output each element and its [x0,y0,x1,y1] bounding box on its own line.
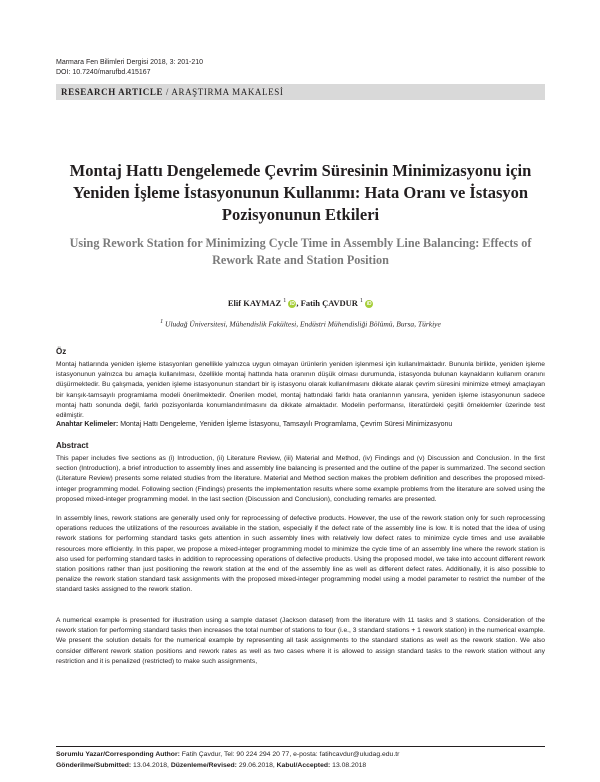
author-1: Elif KAYMAZ [227,298,282,308]
title-english: Using Rework Station for Minimizing Cycle Time in Assembly Line Balancing: Effects of Rework Rate and Station Position [69,236,532,267]
article-type-tr: ARAŞTIRMA MAKALESİ [171,87,284,97]
article-type [61,87,283,97]
oz-heading: Öz [56,347,67,356]
submission-dates [56,761,545,771]
affiliation [56,319,545,329]
abstract-heading: Abstract [56,441,89,450]
author-separator: , [296,298,301,308]
submitted-date: 13.04.2018, [131,762,171,769]
revised-label: Düzenleme/Revised: [170,762,237,769]
accepted-date: 13.08.2018 [330,762,367,769]
article-type-separator: / [163,87,172,97]
corresponding-author-label: Sorumlu Yazar/Corresponding Author: [56,751,180,758]
corresponding-author [56,750,545,760]
author-2: Fatih ÇAVDUR [300,298,358,308]
author-1-affil-sup: 1 [283,298,287,305]
accepted-label: Kabul/Accepted: [276,762,331,769]
author-2-affil-sup: 1 [360,298,364,305]
keywords [56,420,545,430]
journal-citation [56,58,203,78]
doi-line: DOI: 10.7240/marufbd.415167 [56,69,151,76]
submitted-label: Gönderilme/Submitted: [56,762,132,769]
abstract-paragraph-1: This paper includes five sections as (i) Introduction, (ii) Literature Review, (iii) Material and Method, (iv) Findings and (v) Discussion and Conclusion. In the first section (Introduction), a brief introduction to assembly lines and assembly line balancing is presented and the outline of the paper is summarized. The second section (Literature Review) presents some related studies from the literature. Material and Method section makes the problem definition and describes the proposed mixed-integer programming model. Following section (Findings) presents the implementation results where some example problems from the literature are solved using the proposed mixed-integer programming model. In the last section (Discussion and Conclusion), concluding remarks are presented. [56,455,545,503]
keywords-label: Anahtar Kelimeler: [56,421,119,428]
authors [56,298,545,308]
affiliation-sup: 1 [160,319,164,325]
affiliation-text: Uludağ Üniversitesi, Mühendislik Fakültesi, Endüstri Mühendisliği Bölümü, Bursa, Türkiye [165,319,441,329]
orcid-icon[interactable]: iD [289,301,295,308]
title-turkish: Montaj Hattı Dengelemede Çevrim Süresinin Minimizasyonu için Yeniden İşleme İstasyonunun Kullanımı: Hata Oranı ve İstasyon Pozisyonunun Etkileri [69,161,532,224]
orcid-icon[interactable]: iD [366,301,372,308]
oz-text: Montaj hatlarında yeniden işleme istasyonları genellikle yalnızca uygun olmayan ürünlerin yeniden işlenmesi için kullanılmaktadır. Bununla birlikte, yeniden işleme istasyonunun yalnızca bu amaçla kullanılması, özellikle montaj hattında hata oranının düşük olması durumunda, istasyonda bulunan kaynakların kullanım oranını düşürmektedir. Bu çalışmada, yeniden işleme istasyonunun standart bir iş istasyonu olarak kullanılmasını dikkate alarak çevrim süresini minimize etmeyi amaçlayan bir karışık-tamsayılı programlama modeli önerilmektedir. Önerilen model, montaj hattındaki farklı hata oranlarının yanısıra, yeniden işleme istasyonunun sadece montaj hattı sonunda değil, farklı pozisyonlarda konumlandırılmasını da dikkate almaktadır. Modelin performansı, literatürdeki çeşitli örneklemler üzerinde test edilmiştir. [56,361,545,420]
keywords-text: Montaj Hattı Dengeleme, Yeniden İşleme İstasyonu, Tamsayılı Programlama, Çevrim Süresi Minimizasyonu [118,421,453,428]
article-type-en: RESEARCH ARTICLE [61,87,164,97]
revised-date: 29.06.2018, [236,762,277,769]
abstract-paragraph-3: A numerical example is presented for illustration using a sample dataset (Jackson dataset) from the literature with 11 tasks and 3 stations. Consideration of the rework station for performing standard tasks then increases the total number of stations to four (i.e., 3 standard stations + 1 rework station) in the numerical example. We present the solution details for the numerical example by representing all task assignments to the standard stations as well as the rework station. We also consider different rework station positions and rework rates as well as two cases where it is allowed to assign standard tasks to the rework station without any restriction and it is penalized (restricted) to make such assignments, [56,617,545,665]
abstract-paragraph-2: In assembly lines, rework stations are generally used only for reprocessing of defective products. However, the use of the rework station only for such reprocessing operations reduces the utilizations of the resources available in the station, especially if the defect rate of the assembly line is low. It is noted that the idea of using rework stations for performing standard tasks gets attention in such assembly lines with relatively low defect rates to minimize cycle times and use available resources more efficiently. In this paper, we propose a mixed-integer programming model to minimize the cycle time of an assembly line where the rework station is also used for performing standard tasks in addition to reprocessing operations of defective products. Using the proposed model, we take into account different rework station positions rather than just positioning the rework station at the end of the assembly line as well as different defect rates. Additionally, it is also possible to penalize the rework station standard task assignments with the proposed mixed-integer programming model using a model parameter to restrict the number of the standard tasks assigned to the rework station. [56,515,545,594]
corresponding-author-text: Fatih Çavdur, Tel: 90 224 294 20 77, e-posta: fatihcavdur@uludag.edu.tr [179,751,400,758]
journal-citation-line: Marmara Fen Bilimleri Dergisi 2018, 3: 201-210 [56,59,204,66]
footer-divider [56,746,545,747]
